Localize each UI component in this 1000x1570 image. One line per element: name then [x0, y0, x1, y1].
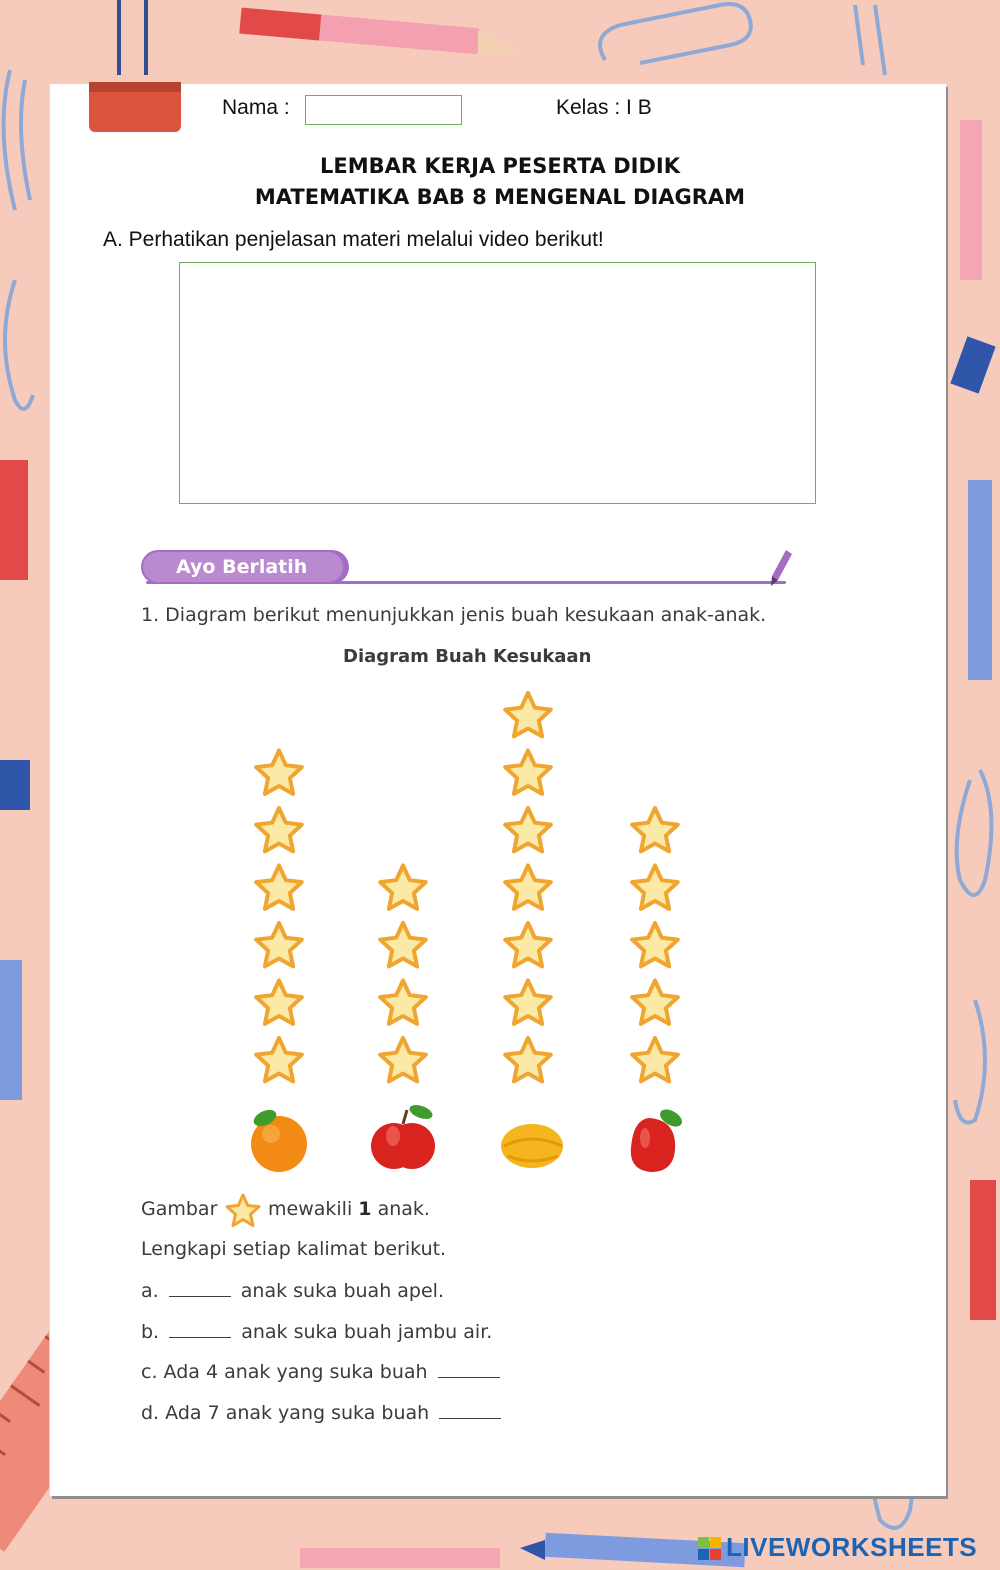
kelas-label: Kelas : I B — [556, 96, 652, 119]
legend-prefix: Gambar — [141, 1198, 218, 1220]
item-b — [141, 1321, 492, 1343]
legend-suffix-1: mewakili — [268, 1198, 353, 1220]
star-mark-jambu-air-2 — [632, 981, 678, 1024]
star-mark-jeruk-2 — [256, 981, 302, 1024]
star-mark-apel-3 — [380, 923, 426, 966]
star-mark-jeruk-1 — [256, 1038, 302, 1081]
item-c — [141, 1361, 504, 1383]
legend-star-icon — [223, 1192, 263, 1230]
water-apple-icon — [631, 1106, 685, 1172]
star-mark-jeruk-5 — [256, 808, 302, 851]
item-b-letter: b. — [141, 1321, 160, 1343]
legend-number: 1 — [358, 1198, 372, 1220]
star-mark-belimbing-1 — [505, 1038, 551, 1081]
complete-instruction: Lengkapi setiap kalimat berikut. — [141, 1238, 447, 1260]
item-a-letter: a. — [141, 1280, 159, 1302]
item-a — [141, 1280, 444, 1302]
star-mark-apel-2 — [380, 981, 426, 1024]
legend-suffix-2: anak. — [377, 1198, 430, 1220]
star-mark-belimbing-3 — [505, 923, 551, 966]
star-mark-jeruk-4 — [256, 866, 302, 909]
item-c-blank[interactable] — [438, 1363, 500, 1378]
item-c-text: Ada 4 anak yang suka buah — [163, 1361, 428, 1383]
star-mark-belimbing-5 — [505, 808, 551, 851]
star-mark-jambu-air-5 — [632, 808, 678, 851]
item-d-text: Ada 7 anak yang suka buah — [165, 1402, 430, 1424]
star-mark-apel-1 — [380, 1038, 426, 1081]
worksheet-title: LEMBAR KERJA PESERTA DIDIK — [320, 154, 680, 178]
star-mark-belimbing-7 — [505, 693, 551, 736]
item-d — [141, 1402, 505, 1424]
section-a-instruction: A. Perhatikan penjelasan materi melalui video berikut! — [103, 228, 604, 251]
star-mark-jambu-air-3 — [632, 923, 678, 966]
star-mark-apel-4 — [380, 866, 426, 909]
legend-text — [268, 1198, 430, 1220]
orange-icon — [251, 1107, 307, 1172]
item-b-text: anak suka buah jambu air. — [241, 1321, 493, 1343]
liveworksheets-logo-icon — [698, 1537, 722, 1561]
chart-title: Diagram Buah Kesukaan — [343, 646, 592, 667]
star-mark-belimbing-2 — [505, 981, 551, 1024]
question-1: 1. Diagram berikut menunjukkan jenis buah kesukaan anak-anak. — [141, 604, 767, 626]
star-mark-jeruk-3 — [256, 923, 302, 966]
item-d-blank[interactable] — [439, 1404, 501, 1419]
item-b-blank[interactable] — [169, 1323, 231, 1338]
banner-label: Ayo Berlatih — [176, 556, 308, 578]
star-mark-jambu-air-1 — [632, 1038, 678, 1081]
item-a-text: anak suka buah apel. — [240, 1280, 444, 1302]
apple-icon — [371, 1102, 435, 1169]
star-mark-belimbing-4 — [505, 866, 551, 909]
worksheet-subtitle: MATEMATIKA BAB 8 MENGENAL DIAGRAM — [254, 185, 746, 209]
star-mark-jeruk-6 — [256, 751, 302, 794]
liveworksheets-brand: LIVEWORKSHEETS — [726, 1532, 978, 1562]
item-c-letter: c. — [141, 1361, 158, 1383]
nama-label: Nama : — [222, 96, 290, 119]
item-a-blank[interactable] — [169, 1282, 231, 1297]
star-mark-jambu-air-4 — [632, 866, 678, 909]
item-d-letter: d. — [141, 1402, 160, 1424]
starfruit-icon — [501, 1124, 563, 1168]
star-mark-belimbing-6 — [505, 751, 551, 794]
